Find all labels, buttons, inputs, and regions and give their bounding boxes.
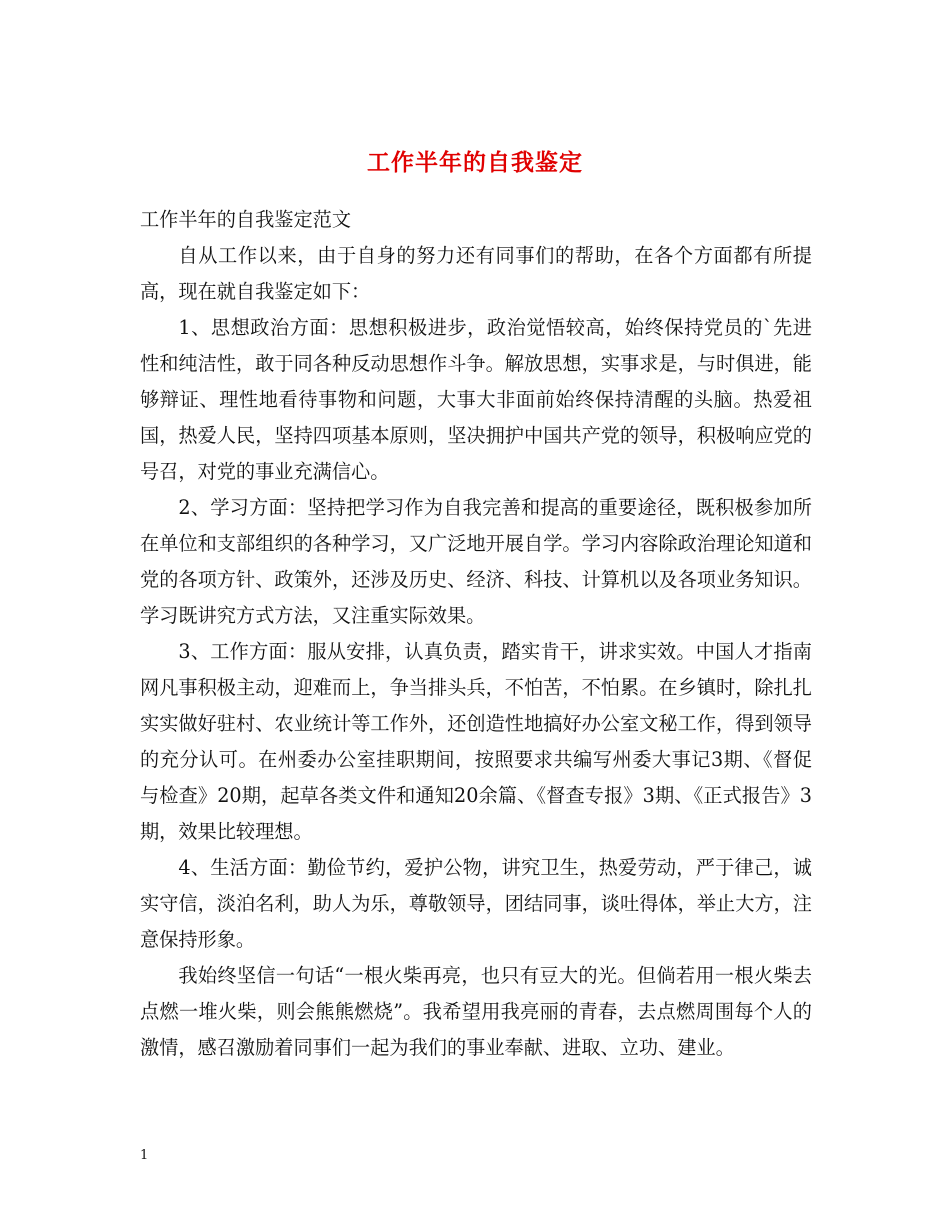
document-title: 工作半年的自我鉴定 [367, 149, 583, 177]
paragraph-work: 3、工作方面：服从安排，认真负责，踏实肯干，讲求实效。中国人才指南网凡事积极主动，迎难而上，争当排头兵，不怕苦，不怕累。在乡镇时，除扎扎实实做好驻村、农业统计等工作外，还创造性地搞好办公室文秘工作，得到领导的充分认可。在州委办公室挂职期间，按照要求共编写州委大事记3期、《督促与检查》20期，起草各类文件和通知20余篇、《督查专报》3期、《正式报告》3期，效果比较理想。 [140, 640, 812, 843]
paragraph-intro: 自从工作以来，由于自身的努力还有同事们的帮助，在各个方面都有所提高，现在就自我鉴定如下： [140, 244, 812, 303]
paragraph-politics: 1、思想政治方面：思想积极进步，政治觉悟较高，始终保持党员的`先进性和纯洁性，敢于同各种反动思想作斗争。解放思想，实事求是，与时俱进，能够辩证、理性地看待事物和问题，大事大非面前始终保持清醒的头脑。热爱祖国，热爱人民，坚持四项基本原则，坚决拥护中国共产党的领导，积极响应党的号召，对党的事业充满信心。 [140, 316, 812, 483]
document-subtitle: 工作半年的自我鉴定范文 [140, 208, 352, 231]
page-number: 1 [140, 1148, 149, 1163]
document-body [140, 202, 812, 1066]
paragraph-life: 4、生活方面：勤俭节约，爱护公物，讲究卫生，热爱劳动，严于律己，诚实守信，淡泊名利，助人为乐，尊敬领导，团结同事，谈吐得体，举止大方，注意保持形象。 [140, 856, 812, 951]
paragraph-study: 2、学习方面：坚持把学习作为自我完善和提高的重要途径，既积极参加所在单位和支部组织的各种学习，又广泛地开展自学。学习内容除政治理论知道和党的各项方针、政策外，还涉及历史、经济、科技、计算机以及各项业务知识。学习既讲究方式方法，又注重实际效果。 [140, 496, 812, 627]
paragraph-conclusion: 我始终坚信一句话“一根火柴再亮，也只有豆大的光。但倘若用一根火柴去点燃一堆火柴，则会熊熊燃烧”。我希望用我亮丽的青春，去点燃周围每个人的激情，感召激励着同事们一起为我们的事业奉献、进取、立功、建业。 [140, 964, 812, 1059]
